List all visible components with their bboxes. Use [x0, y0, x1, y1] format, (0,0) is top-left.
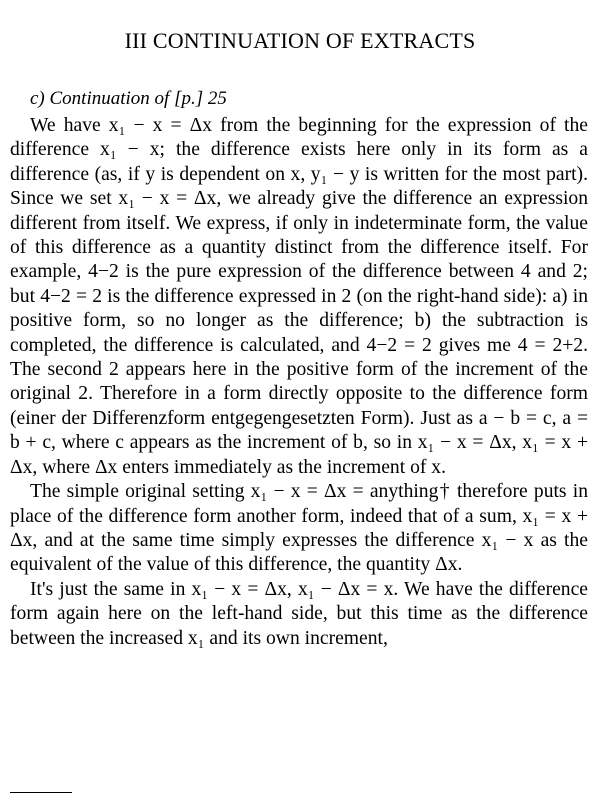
footnote-rule	[10, 792, 72, 793]
paragraph-2	[10, 480, 588, 578]
section-subheading: c) Continuation of [p.] 25	[30, 88, 227, 109]
paragraph-3	[10, 578, 588, 651]
page-title: III CONTINUATION OF EXTRACTS	[124, 28, 476, 53]
body-text	[10, 114, 588, 651]
paragraph-3-text: It's just the same in x₁ − x = Δx, x₁ − Δx = x. We have the difference form again here on the left-hand side, but this time as the difference between the increased x₁ and its own increment,	[10, 578, 588, 649]
paragraph-1-text: We have x₁ − x = Δx from the beginning for the expression of the difference x₁ − x; the difference exists here only in its form as a difference (as, if y is dependent on x, y₁ − y is written for the most part). Since we set x₁ − x = Δx, we already give the difference an expression different from itself. We express, if only in indeterminate form, the value of this difference as a quantity distinct from the difference itself. For example, 4−2 is the pure expression of the difference between 4 and 2; but 4−2 = 2 is the difference expressed in 2 (on the right-hand side): a) in positive form, so no longer as the difference; b) the subtraction is completed, the difference is calculated, and 4−2 = 2 gives me 4 = 2+2. The second 2 appears here in the positive form of the increment of the original 2. Therefore in a form directly opposite to the difference form (einer der Differenzform entgegengesetzten Form). Just as a − b = c, a = b + c, where c appears as the increment of b, so in x₁ − x = Δx, x₁ = x + Δx, where Δx enters immediately as the increment of x.	[10, 115, 588, 478]
paragraph-2-text: The simple original setting x₁ − x = Δx = anything† therefore puts in place of the difference form another form, indeed that of a sum, x₁ = x + Δx, and at the same time simply expresses the difference x₁ − x as the equivalent of the value of this difference, the quantity Δx.	[10, 481, 588, 576]
paragraph-1	[10, 114, 588, 480]
